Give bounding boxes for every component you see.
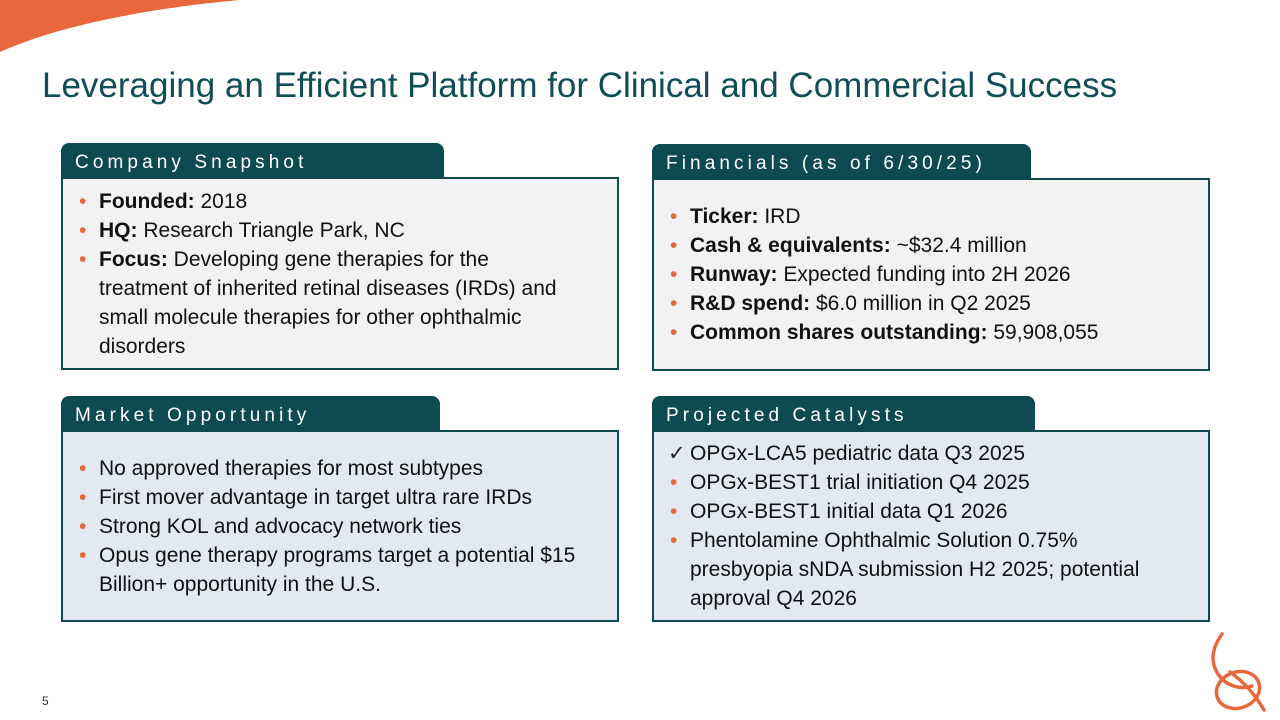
company-snapshot-list [99,187,607,361]
list-item [690,202,1198,231]
company-snapshot-panel [61,143,619,370]
list-item: • No approved therapies for most subtypes [99,454,607,483]
list-item: • OPGx-BEST1 initial data Q1 2026 [690,497,1198,526]
corner-swoosh-decoration [0,0,260,60]
market-opportunity-list [99,454,607,599]
cash-value: ~$32.4 million [890,234,1027,257]
list-item [99,245,569,361]
founded-value: 2018 [194,189,248,213]
list-item: • Opus gene therapy programs target a potential $15 Billion+ opportunity in the U.S. [99,541,604,599]
financials-box [652,178,1210,371]
list-item [99,216,607,245]
list-item [99,187,607,216]
rd-spend-label: R&D spend: [690,292,811,315]
company-logo [1200,630,1272,716]
hq-label: HQ: [99,218,138,242]
market-opportunity-tab: Market Opportunity [61,396,440,434]
projected-catalysts-list [668,439,1198,613]
ticker-value: IRD [758,205,801,228]
founded-label: Founded: [99,189,195,213]
rd-spend-value: $6.0 million in Q2 2025 [810,292,1031,315]
financials-tab: Financials (as of 6/30/25) [652,144,1031,182]
list-item: • First mover advantage in target ultra rare IRDs [99,483,607,512]
shares-label: Common shares outstanding: [690,321,988,344]
list-item: • Strong KOL and advocacy network ties [99,512,607,541]
list-item [668,439,1198,468]
list-item: • OPGx-BEST1 trial initiation Q4 2025 [690,468,1198,497]
list-item [690,231,1198,260]
projected-catalysts-panel [652,396,1210,622]
runway-label: Runway: [690,263,778,286]
cash-label: Cash & equivalents: [690,234,891,257]
page-title: Leveraging an Efficient Platform for Clinical and Commercial Success [42,66,1118,105]
financials-list [690,202,1198,347]
company-snapshot-box [61,177,619,370]
ticker-label: Ticker: [690,205,759,228]
focus-label: Focus: [99,247,168,271]
projected-catalysts-tab: Projected Catalysts [652,396,1035,434]
runway-value: Expected funding into 2H 2026 [777,263,1071,286]
catalyst-text: OPGx-LCA5 pediatric data Q3 2025 [690,442,1026,465]
projected-catalysts-box [652,430,1210,622]
company-snapshot-tab: Company Snapshot [61,143,444,181]
list-item [690,318,1198,347]
market-opportunity-box [61,430,619,622]
list-item [690,289,1198,318]
page-number: 5 [42,694,49,708]
check-icon: ✓ [668,442,686,465]
focus-value: Developing gene therapies for the treatment of inherited retinal diseases (IRDs) and small molecule therapies for other ophthalmic disorders [99,247,557,358]
financials-panel [652,144,1210,371]
list-item [690,260,1198,289]
list-item: • Phentolamine Ophthalmic Solution 0.75% presbyopia sNDA submission H2 2025; potential approval Q4 2026 [690,526,1150,613]
hq-value: Research Triangle Park, NC [137,218,405,242]
shares-value: 59,908,055 [987,321,1099,344]
market-opportunity-panel [61,396,619,622]
